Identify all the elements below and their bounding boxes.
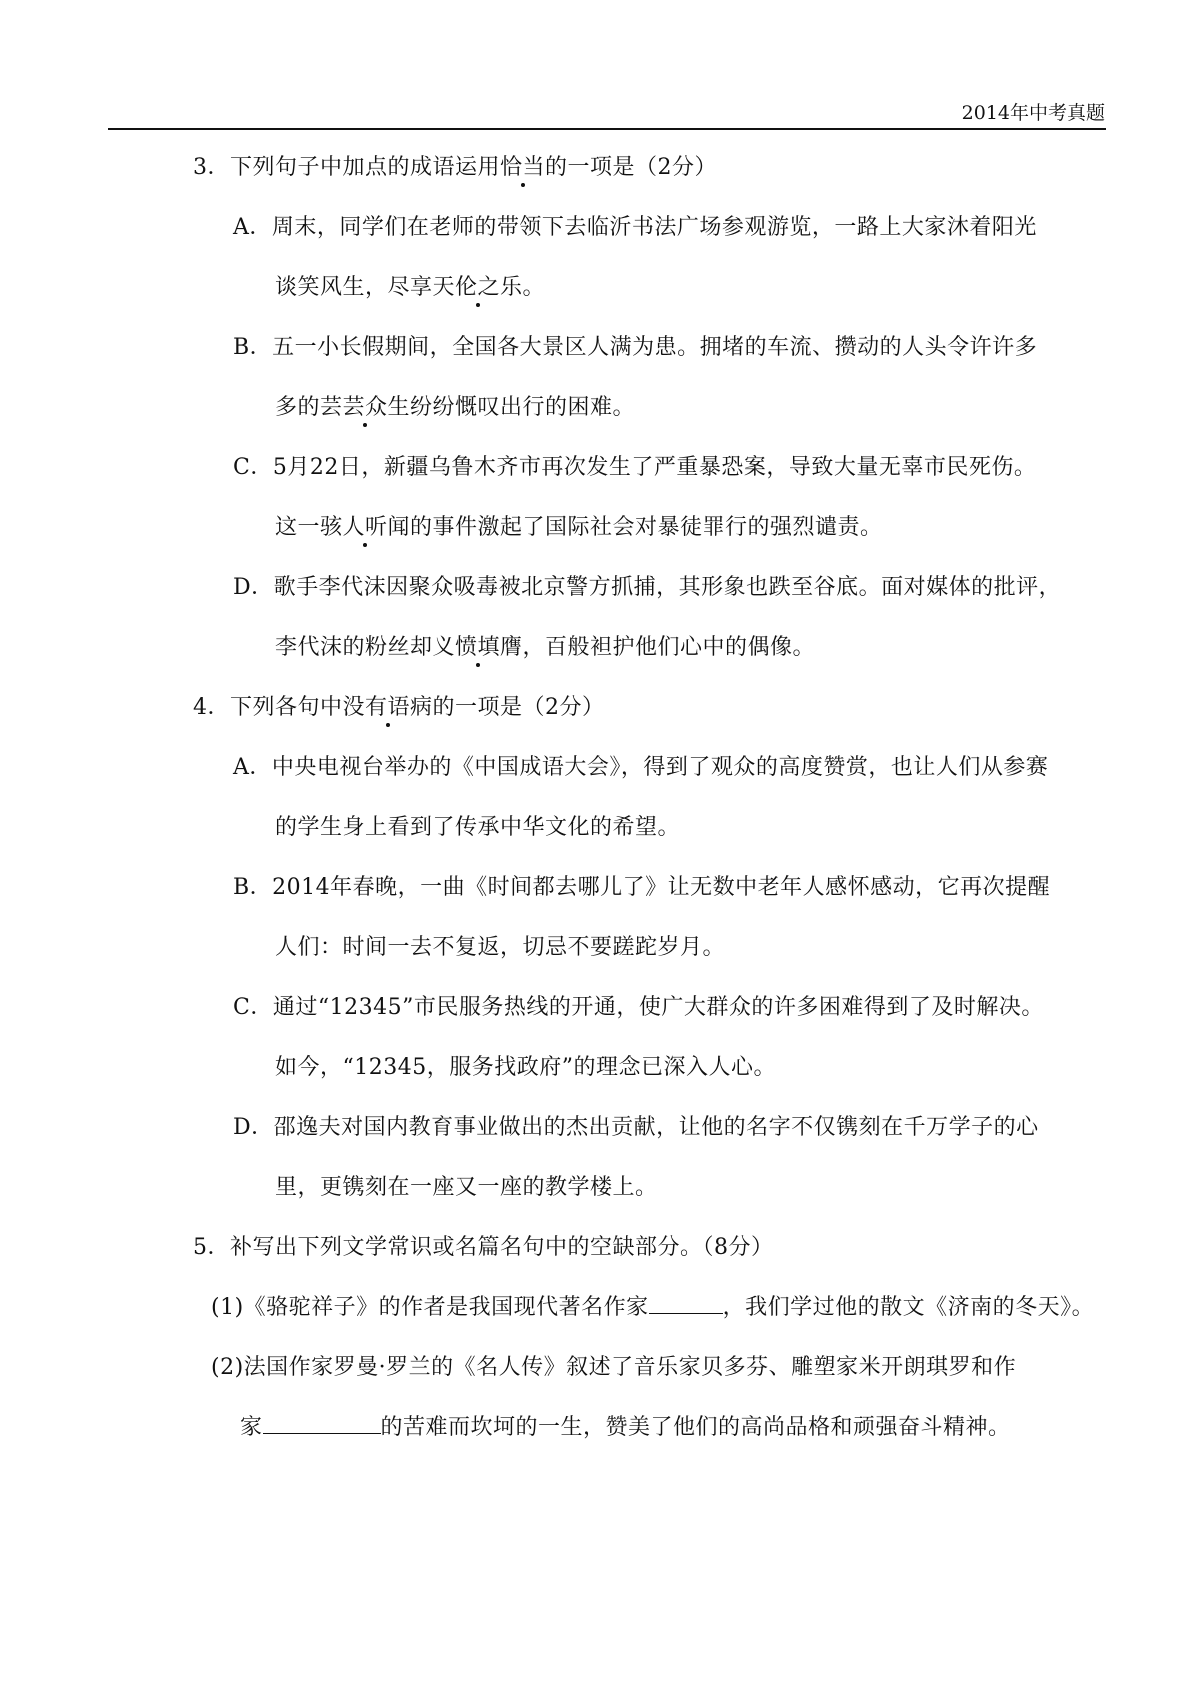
q3-stem-dotted: 恰当: [500, 155, 546, 180]
fill-in-blank[interactable]: [263, 1415, 381, 1434]
q3-stem: 3．下列句子中加点的成语运用恰当的一项是（2分）: [193, 155, 718, 180]
idiom-dotted: 芸芸众生: [320, 395, 411, 420]
q5-item-2-line2: 家 的苦难而坎坷的一生，赞美了他们的高尚品格和顽强奋斗精神。: [240, 1415, 1011, 1440]
q3-option-c-line1: C．5月22日，新疆乌鲁木齐市再次发生了严重暴恐案，导致大量无辜市民死伤。: [233, 455, 1037, 480]
q3-option-d-line2: 李代沫的粉丝却义愤填膺，百般袒护他们心中的偶像。: [275, 635, 816, 660]
q4-stem-dotted: 没有语病: [342, 695, 433, 720]
header-title: 2014年中考真题: [961, 102, 1105, 124]
q4-option-d-line2: 里，更镌刻在一座又一座的教学楼上。: [275, 1175, 658, 1200]
q5-item-1: (1)《骆驼祥子》的作者是我国现代著名作家 ，我们学过他的散文《济南的冬天》。: [211, 1295, 1095, 1320]
q4-option-b-line1: B．2014年春晚，一曲《时间都去哪儿了》让无数中老年人感怀感动，它再次提醒: [233, 875, 1051, 900]
fill-in-blank[interactable]: [649, 1295, 723, 1314]
q4-option-c-line2: 如今，“12345，服务找政府”的理念已深入人心。: [275, 1055, 776, 1080]
q4-stem: 4．下列各句中没有语病的一项是（2分）: [193, 695, 605, 720]
q5-stem: 5．补写出下列文学常识或名篇名句中的空缺部分。（8分）: [193, 1235, 774, 1260]
header-rule: [108, 128, 1106, 130]
q3-option-b-line2: 多的芸芸众生纷纷慨叹出行的困难。: [275, 395, 636, 420]
idiom-dotted: 义愤填膺: [432, 635, 523, 660]
q4-option-d-line1: D．邵逸夫对国内教育事业做出的杰出贡献，让他的名字不仅镌刻在千万学子的心: [233, 1115, 1039, 1140]
q3-option-c-line2: 这一骇人听闻的事件激起了国际社会对暴徒罪行的强烈谴责。: [275, 515, 883, 540]
idiom-dotted: 天伦之乐: [432, 275, 523, 300]
q3-option-a-line1: A．周末，同学们在老师的带领下去临沂书法广场参观游览，一路上大家沐着阳光: [233, 215, 1037, 240]
q4-option-c-line1: C．通过“12345”市民服务热线的开通，使广大群众的许多困难得到了及时解决。: [233, 995, 1044, 1020]
q3-option-d-line1: D．歌手李代沫因聚众吸毒被北京警方抓捕，其形象也跌至谷底。面对媒体的批评，: [233, 575, 1062, 600]
q4-option-a-line1: A．中央电视台举办的《中国成语大会》，得到了观众的高度赞赏，也让人们从参赛: [233, 755, 1049, 780]
q4-option-a-line2: 的学生身上看到了传承中华文化的希望。: [275, 815, 681, 840]
q5-item-2-line1: (2)法国作家罗曼·罗兰的《名人传》叙述了音乐家贝多芬、雕塑家米开朗琪罗和作: [211, 1355, 1017, 1380]
q4-option-b-line2: 人们：时间一去不复返，切忌不要蹉跎岁月。: [275, 935, 726, 960]
q3-option-a-line2: 谈笑风生，尽享天伦之乐。: [275, 275, 546, 300]
q3-option-b-line1: B．五一小长假期间，全国各大景区人满为患。拥堵的车流、攒动的人头令许许多: [233, 335, 1038, 360]
idiom-dotted: 骇人听闻: [320, 515, 411, 540]
